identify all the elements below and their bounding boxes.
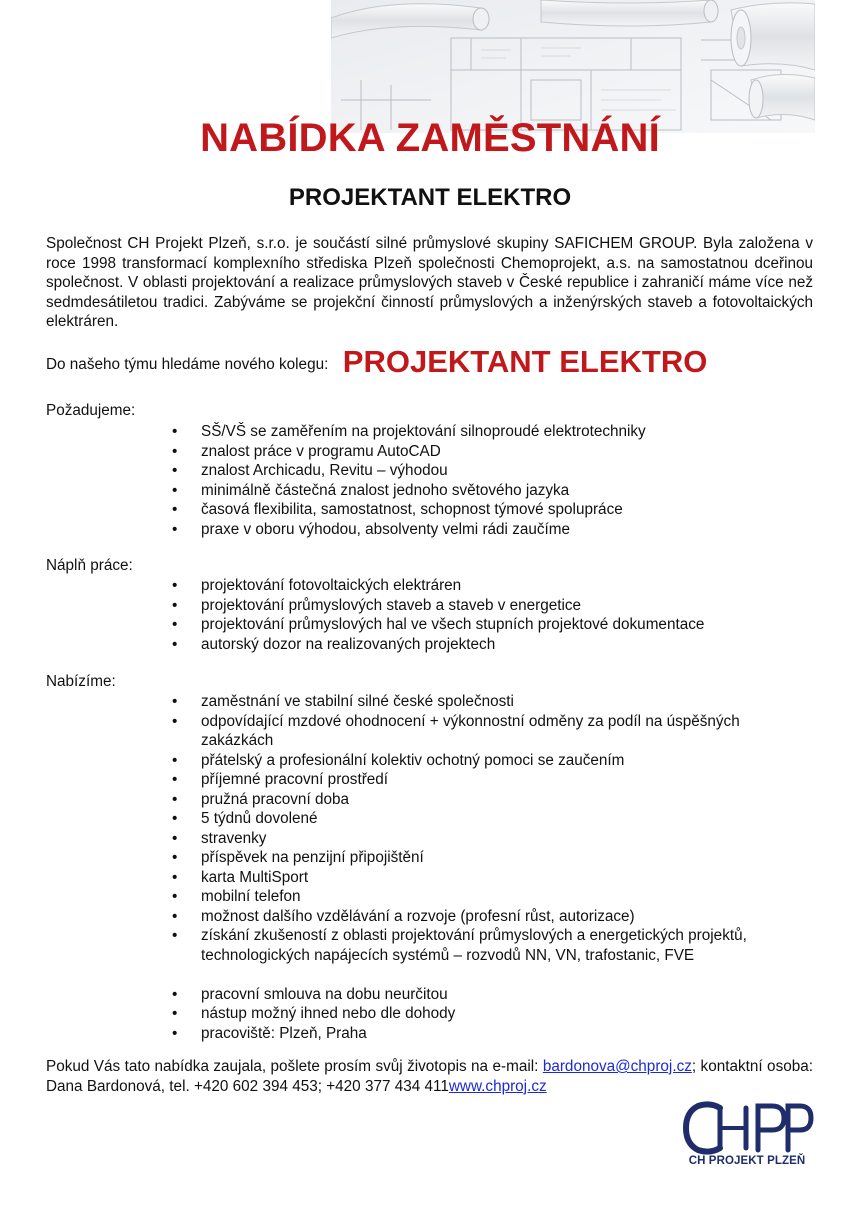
team-lead-text: Do našeho týmu hledáme nového kolegu: — [46, 356, 329, 373]
list-item: • příspěvek na penzijní připojištění — [172, 848, 792, 868]
offers-list — [172, 692, 792, 1043]
contact-paragraph — [46, 1057, 813, 1096]
duties-title: Náplň práce: — [46, 557, 133, 574]
requirements-title: Požadujeme: — [46, 402, 136, 419]
list-item: • mobilní telefon — [172, 887, 792, 907]
blueprint-illustration — [331, 0, 815, 133]
list-item: • projektování průmyslových staveb a staveb v energetice — [172, 596, 792, 616]
list-item: • praxe v oboru výhodou, absolventy velmi rádi zaučíme — [172, 520, 792, 540]
contact-text-before: Pokud Vás tato nabídka zaujala, pošlete prosím svůj životopis na e-mail: — [46, 1058, 543, 1075]
list-item: • získání zkušeností z oblasti projektování průmyslových a energetických projektů, technologických napájecích systémů – rozvodů NN, VN, trafostanic, FVE — [172, 926, 792, 965]
list-item: • projektování fotovoltaických elektráren — [172, 576, 792, 596]
offers-title: Nabízíme: — [46, 673, 116, 690]
team-line — [46, 344, 826, 380]
list-item: • přátelský a profesionální kolektiv ochotný pomoci se zaučením — [172, 751, 792, 771]
list-item: • karta MultiSport — [172, 868, 792, 888]
list-item: • SŠ/VŠ se zaměřením na projektování silnoproudé elektrotechniky — [172, 422, 792, 442]
list-item: • odpovídající mzdové ohodnocení + výkonnostní odměny za podíl na úspěšných zakázkách — [172, 712, 792, 751]
duties-list — [172, 576, 792, 654]
list-item: • znalost Archicadu, Revitu – výhodou — [172, 461, 792, 481]
list-item: • pracovní smlouva na dobu neurčitou — [172, 985, 792, 1005]
company-intro: Společnost CH Projekt Plzeň, s.r.o. je součástí silné průmyslové skupiny SAFICHEM GROUP. Byla založena v roce 1998 transformací komplexního střediska Plzeň společnosti Chemoprojekt, a.s. na samostatnou dceřinou společnost. V oblasti projektování a realizace průmyslových staveb v České republice i zahraničí máme více než sedmdesátiletou tradici. Zabýváme se projekční činností průmyslových a inženýrských staveb a fotovoltaických elektráren. — [46, 235, 813, 330]
position-title: PROJEKTANT ELEKTRO — [342, 344, 708, 379]
list-item: • možnost dalšího vzdělávání a rozvoje (profesní růst, autorizace) — [172, 907, 792, 927]
list-item: • projektování průmyslových hal ve všech stupních projektové dokumentace — [172, 615, 792, 635]
requirements-list — [172, 422, 792, 539]
blueprint-header-image — [331, 0, 815, 133]
list-item: • zaměstnání ve stabilní silné české společnosti — [172, 692, 792, 712]
page-subtitle: PROJEKTANT ELEKTRO — [288, 184, 572, 211]
email-link[interactable]: bardonova@chproj.cz — [542, 1058, 692, 1075]
logo-caption: CH PROJEKT PLZEŇ — [688, 1155, 806, 1167]
list-item: • stravenky — [172, 829, 792, 849]
list-item: • příjemné pracovní prostředí — [172, 770, 792, 790]
list-item: • pružná pracovní doba — [172, 790, 792, 810]
list-item: • pracoviště: Plzeň, Praha — [172, 1024, 792, 1044]
page-title: NABÍDKA ZAMĚSTNÁNÍ — [200, 116, 660, 160]
list-item: • autorský dozor na realizovaných projektech — [172, 635, 792, 655]
list-item: • nástup možný ihned nebo dle dohody — [172, 1004, 792, 1024]
chpp-logo-mark — [680, 1098, 815, 1158]
list-item: • 5 týdnů dovolené — [172, 809, 792, 829]
list-item: • časová flexibilita, samostatnost, schopnost týmové spolupráce — [172, 500, 792, 520]
list-item: • znalost práce v programu AutoCAD — [172, 442, 792, 462]
contact-text-after: ; kontaktní osoba: Dana Bardonová, tel. +420 602 394 453; +420 377 434 411 — [46, 1058, 813, 1095]
website-link[interactable]: www.chproj.cz — [448, 1077, 547, 1095]
list-item: • minimálně částečná znalost jednoho světového jazyka — [172, 481, 792, 501]
